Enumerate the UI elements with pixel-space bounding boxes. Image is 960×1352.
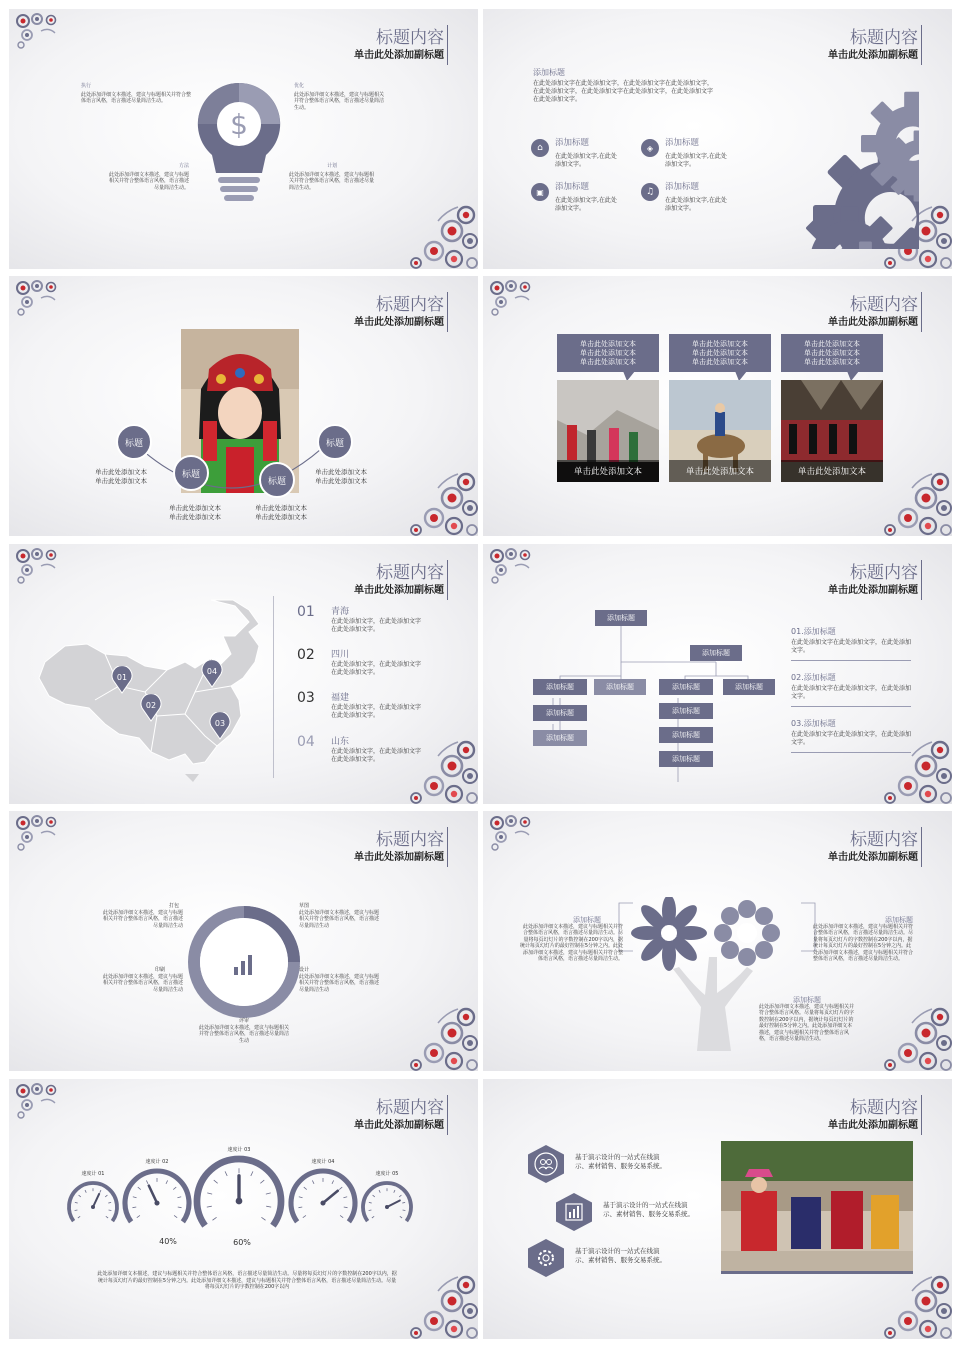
text-block-left: 添加标题 此处添加详细文本描述，建议与标题相关并符合整体语言风格，语言描述尽量简洁生动。尽量将每页幻灯片的字数控制在200字以内，据统计每页幻灯片的最好控制在5分钟之内。此处添加详细文本描述，建议与标题相关并符合整体语言风格，语言描述尽量简洁生动。: [519, 916, 623, 962]
gauge-label: 速度计 04: [311, 1159, 335, 1165]
footer-text: 此处添加详细文本描述，建议与标题相关并符合整体语言风格，语言描述尽量简洁生动。尽量将每页幻灯片的字数控制在200字以内，据统计每页幻灯片的最好控制在5分钟之内。此处添加详细文本描述，建议与标题相关并符合整体语言风格，语言描述尽量简洁生动。尽量将每页幻灯片的字数控制在200字以内: [97, 1271, 397, 1290]
desc-item: 02.添加标题 在此处添加文字在此处添加文字，在此处添加文字。: [791, 672, 911, 707]
gauge-tick: [108, 1202, 111, 1203]
svg-text:02: 02: [145, 701, 157, 710]
gauge-tick: [251, 1171, 253, 1176]
ornament-top-left-icon: [15, 280, 65, 316]
circle-title-2: 标题: [173, 455, 209, 491]
gauge-dial: [64, 1178, 122, 1236]
gauge-tick: [75, 1202, 78, 1203]
title-divider: [447, 1095, 448, 1135]
gauge-tick: [173, 1187, 176, 1189]
gauge-tick: [369, 1202, 372, 1203]
svg-text:03: 03: [214, 719, 226, 728]
gauge-hub: [91, 1205, 95, 1209]
title-divider: [447, 827, 448, 867]
org-node[interactable]: 添加标题: [533, 730, 587, 746]
feature-text-2: 基于演示设计的一站式在线演示、素材销售、服务交易系统。: [603, 1201, 694, 1218]
caption-3: 单击此处添加文本 单击此处添加文本: [255, 504, 307, 521]
gauge-tick: [312, 1180, 314, 1183]
text-block-right: 添加标题 此处添加详细文本描述，建议与标题相关并符合整体语言风格，语言描述尽量简洁生动。尽量将每页幻灯片的字数控制在200字以内，据统计每页幻灯片的最好控制在5分钟之内。此处添加详细文本描述，建议与标题相关并符合整体语言风格，语言描述尽量简洁生动。: [813, 916, 914, 962]
ornament-bottom-right-icon: [408, 1271, 478, 1339]
slide-subtitle: 单击此处添加副标题: [828, 1120, 918, 1131]
gauge-tick: [340, 1215, 343, 1217]
slide-subtitle: 单击此处添加副标题: [354, 852, 444, 863]
slide-subtitle: 单击此处添加副标题: [828, 317, 918, 328]
gauge-tick: [299, 1197, 303, 1198]
gauge-tick: [106, 1216, 108, 1218]
item-execute: 执行 此处添加详细文本描述，建议与标题相关并符合整体语言风格，语言描述尽量简洁生动。: [81, 83, 192, 104]
slide-3[interactable]: [9, 276, 478, 536]
title-block: [354, 829, 444, 865]
feature-text-3: 基于演示设计的一站式在线演示、素材销售、服务交易系统。: [575, 1247, 666, 1264]
title-divider: [921, 827, 922, 867]
gauge-tick: [207, 1193, 212, 1194]
title-divider: [921, 560, 922, 600]
gauge-dial: [192, 1154, 286, 1248]
gauge-tick: [79, 1195, 81, 1197]
ornament-top-left-icon: [489, 280, 539, 316]
photo-festival-dancers: [721, 1141, 913, 1271]
slide-title: 标题内容: [376, 830, 444, 850]
step-design: 设计 此处添加详细文本描述，建议与标题相关并符合整体语言风格，语言描述尽量简洁生动: [299, 967, 380, 993]
gauge-tick: [343, 1197, 347, 1198]
home-icon: ⌂: [531, 139, 549, 157]
gauge-tick: [400, 1216, 402, 1218]
map-pin-03: [209, 712, 231, 740]
circle-title-3: 标题: [259, 462, 295, 498]
photo-caption-1: 单击此处添加文本: [557, 460, 659, 482]
title-block: [828, 1097, 918, 1133]
gauge-tick: [379, 1190, 380, 1193]
slide-subtitle: 单击此处添加副标题: [828, 50, 918, 61]
gauge-tick: [369, 1210, 372, 1211]
slide-title: 标题内容: [850, 28, 918, 48]
users-hex-icon: [525, 1143, 567, 1185]
gauge-tick: [266, 1206, 271, 1207]
slide-9[interactable]: [9, 1079, 478, 1339]
title-divider: [447, 25, 448, 65]
music-icon: ♫: [641, 183, 659, 201]
gauge-label: 速度计 01: [81, 1171, 105, 1177]
title-block: [354, 294, 444, 330]
step-sketch: 草图 此处添加详细文本描述，建议与标题相关并符合整体语言风格，语言描述尽量简洁生动: [299, 903, 380, 929]
svg-text:$: $: [230, 108, 248, 141]
gauge-tick: [394, 1190, 395, 1193]
org-node[interactable]: 添加标题: [723, 679, 775, 695]
org-node[interactable]: 添加标题: [690, 645, 742, 661]
gauge-tick: [260, 1180, 264, 1183]
ornament-bottom-right-icon: [882, 1003, 952, 1071]
gauge-tick: [225, 1171, 227, 1176]
gauge-tick: [266, 1193, 271, 1194]
photo-underline: [721, 1271, 913, 1274]
step-review: 评审 此处添加详细文本描述，建议与标题相关并符合整体语言风格，语言描述尽量简洁生动: [198, 1018, 289, 1044]
ring-chart: [185, 903, 303, 1021]
ornament-top-left-icon: [489, 548, 539, 584]
org-node[interactable]: 添加标题: [659, 727, 713, 743]
gears-icon: [771, 53, 919, 249]
title-block: [828, 829, 918, 865]
org-node[interactable]: 添加标题: [594, 679, 646, 695]
slide-subtitle: 单击此处添加副标题: [354, 317, 444, 328]
gauge-tick: [298, 1207, 302, 1208]
circle-title-1: 标题: [116, 424, 152, 460]
text-block-bottom: 添加标题 此处添加详细文本描述，建议与标题相关并符合整体语言风格。尽量将每页幻灯片的字数控制在200字以内，据统计每页幻灯片的最好控制在5分钟之内。此处添加详细文本描述，建议与标题相关并符合整体语言风格，语言描述尽量简洁生动。: [759, 996, 855, 1042]
item-plan: 计划 此处添加详细文本描述，建议与标题相关并符合整体语言风格，语言描述尽量简洁生动。: [289, 163, 375, 191]
gauge-dial: [286, 1166, 360, 1240]
feature-text-1: 基于演示设计的一站式在线演示、素材销售、服务交易系统。: [575, 1153, 666, 1170]
caption-1: 单击此处添加文本 单击此处添加文本: [95, 468, 147, 485]
gauge-needle: [323, 1191, 338, 1203]
gauge-dial: [358, 1178, 416, 1236]
ornament-bottom-right-icon: [408, 201, 478, 269]
org-node[interactable]: 添加标题: [659, 751, 713, 767]
china-map: [35, 596, 263, 782]
settings-hex-icon: [525, 1237, 567, 1279]
gauge-percent-center: 60%: [233, 1238, 251, 1247]
title-divider: [921, 25, 922, 65]
gauge-tick: [132, 1207, 136, 1208]
step-pack: 打包 此处添加详细文本描述，建议与标题相关并符合整体语言风格，语言描述尽量简洁生动: [102, 903, 183, 929]
gauge-hub: [154, 1200, 159, 1205]
gauge-tick: [402, 1202, 405, 1203]
gauge-tick: [177, 1197, 181, 1198]
gauge-label: 速度计 02: [145, 1159, 169, 1165]
slide-2[interactable]: 标题内容 单击此处添加副标题 添加标题 在此处添加文字在此处添加文字，在此处添加文字在此处添加文字，在此处添加文字，在此处添加文字在此处添加文字，在此处添加文字在此处添加文字。 ⌂ 添加标题 在此处添加文字,在此处添加文字。 ◈ 添加标题 在此处添加文字,在此处添加文字。 ▣ 添加标题 在此处添加文字,在此处添加文字。 ♫ 添加标题 在此处添加文字,在此处添加文字。: [483, 9, 952, 269]
gauge-tick: [109, 1210, 112, 1211]
gauge-dial: [120, 1166, 194, 1240]
intro-block: 添加标题 在此处添加文字在此处添加文字，在此处添加文字在此处添加文字，在此处添加文字，在此处添加文字在此处添加文字，在此处添加文字在此处添加文字。: [533, 68, 714, 103]
tag-icon: ◈: [641, 139, 659, 157]
ornament-bottom-right-icon: [408, 468, 478, 536]
item-method: 方法 此处添加详细文本描述，建议与标题相关并符合整体语言风格，语言描述尽量简洁生动。: [108, 163, 189, 191]
bubble-2: 单击此处添加文本 单击此处添加文本 单击此处添加文本: [669, 334, 771, 372]
gauge-tick: [304, 1187, 307, 1189]
ornament-top-left-icon: [15, 1083, 65, 1119]
slide-4[interactable]: [483, 276, 952, 536]
lightbulb-icon: [194, 79, 284, 211]
gauge-tick: [332, 1180, 334, 1183]
gauge-tick: [373, 1195, 375, 1197]
slide-title: 标题内容: [376, 295, 444, 315]
map-pin-04: [201, 660, 223, 688]
org-node[interactable]: 添加标题: [659, 679, 713, 695]
gauge-needle: [387, 1200, 400, 1207]
title-divider: [447, 292, 448, 332]
item-optimize: 优化 此处添加详细文本描述，建议与标题相关并符合整体语言风格，语言描述尽量简洁生动。: [294, 83, 385, 111]
gauge-hub: [320, 1200, 325, 1205]
slide-subtitle: 单击此处添加副标题: [354, 1120, 444, 1131]
gauge-tick: [372, 1216, 374, 1218]
gauge-tick: [399, 1195, 401, 1197]
slide-subtitle: 单击此处添加副标题: [354, 50, 444, 61]
gauge-tick: [133, 1197, 137, 1198]
gauge-tick: [100, 1190, 101, 1193]
ornament-bottom-right-icon: [882, 468, 952, 536]
gauge-tick: [166, 1180, 168, 1183]
title-block: [354, 27, 444, 63]
slide-subtitle: 单击此处添加副标题: [828, 585, 918, 596]
gauge-tick: [303, 1215, 306, 1217]
title-block: [828, 562, 918, 598]
ornament-top-left-icon: [15, 548, 65, 584]
gauge-tick: [207, 1206, 212, 1207]
org-node[interactable]: 添加标题: [659, 703, 713, 719]
desc-item: 01.添加标题 在此处添加文字在此处添加文字，在此处添加文字。: [791, 626, 911, 661]
gauge-tick: [212, 1217, 216, 1220]
desc-item: 03.添加标题 在此处添加文字在此处添加文字，在此处添加文字。: [791, 718, 911, 753]
ornament-top-left-icon: [489, 815, 539, 851]
step-print: 印刷 此处添加详细文本描述，建议与标题相关并符合整体语言风格，语言描述尽量简洁生动: [102, 967, 183, 993]
ornament-bottom-right-icon: [882, 1271, 952, 1339]
gauge-tick: [75, 1210, 78, 1211]
gauge-tick: [138, 1187, 141, 1189]
gauge-tick: [261, 1217, 265, 1220]
slide-6[interactable]: [483, 544, 952, 804]
title-block: [828, 294, 918, 330]
slide-title: 标题内容: [850, 830, 918, 850]
slide-5[interactable]: 标题内容 单击此处添加副标题 01 02 03 04 01 青海 在此处添加文字，在此处添加文字在此处添加文字。 02 四川 在此处添加文字，在此处添加文字在此处添加文字。 03 福建 在此处添加文字，在此处添加文字在此处添加文字。 04 山东 在此处添加文字，在此处添加文字在此处添加文字。: [9, 544, 478, 804]
svg-text:01: 01: [116, 673, 128, 682]
gauge-tick: [214, 1180, 218, 1183]
slide-subtitle: 单击此处添加副标题: [354, 585, 444, 596]
gauge-percent-left: 40%: [159, 1237, 177, 1246]
ornament-top-left-icon: [15, 815, 65, 851]
gauge-tick: [174, 1215, 177, 1217]
slide-1[interactable]: [9, 9, 478, 269]
ornament-bottom-right-icon: [408, 736, 478, 804]
title-divider: [447, 560, 448, 600]
gauge-tick: [137, 1215, 140, 1217]
bubble-1: 单击此处添加文本 单击此处添加文本 单击此处添加文本: [557, 334, 659, 372]
circle-title-4: 标题: [317, 424, 353, 460]
gauge-tick: [403, 1210, 406, 1211]
gauge-tick: [339, 1187, 342, 1189]
gauge-needle: [93, 1194, 99, 1207]
slide-10[interactable]: [483, 1079, 952, 1339]
slide-subtitle: 单击此处添加副标题: [828, 852, 918, 863]
gauge-tick: [146, 1180, 148, 1183]
briefcase-icon: ▣: [531, 183, 549, 201]
title-divider: [921, 292, 922, 332]
caption-2: 单击此处添加文本 单击此处添加文本: [169, 504, 221, 521]
gauge-label: 速度计 03: [227, 1147, 251, 1153]
org-node[interactable]: 添加标题: [533, 705, 587, 721]
gauge-tick: [178, 1207, 182, 1208]
gauge-hub: [236, 1198, 243, 1205]
slide-7[interactable]: [9, 811, 478, 1071]
gauge-label: 速度计 05: [375, 1171, 399, 1177]
svg-text:04: 04: [206, 667, 218, 676]
ornament-bottom-right-icon: [408, 1003, 478, 1071]
org-node-root[interactable]: 添加标题: [595, 610, 647, 626]
gauge-tick: [105, 1195, 107, 1197]
slide-title: 标题内容: [376, 563, 444, 583]
gauge-needle: [149, 1186, 157, 1203]
slide-title: 标题内容: [376, 1098, 444, 1118]
slide-title: 标题内容: [376, 28, 444, 48]
photo-caption-3: 单击此处添加文本: [781, 460, 883, 482]
slide-title: 标题内容: [850, 1098, 918, 1118]
chart-hex-icon: [553, 1191, 595, 1233]
map-pin-02: [140, 694, 162, 722]
gauge-hub: [385, 1205, 389, 1209]
slide-title: 标题内容: [850, 295, 918, 315]
caption-4: 单击此处添加文本 单击此处添加文本: [315, 468, 367, 485]
slide-8[interactable]: [483, 811, 952, 1071]
bubble-3: 单击此处添加文本 单击此处添加文本 单击此处添加文本: [781, 334, 883, 372]
title-divider: [921, 1095, 922, 1135]
gauge-tick: [78, 1216, 80, 1218]
gauge-tick: [344, 1207, 348, 1208]
title-block: [354, 562, 444, 598]
gauge-tick: [85, 1190, 86, 1193]
org-node[interactable]: 添加标题: [533, 679, 587, 695]
ornament-top-left-icon: [15, 13, 65, 49]
list-divider: [273, 596, 274, 778]
photo-caption-2: 单击此处添加文本: [669, 460, 771, 482]
title-block: [354, 1097, 444, 1133]
slide-title: 标题内容: [850, 563, 918, 583]
org-connectors: [523, 604, 783, 794]
map-pin-01: [111, 666, 133, 694]
